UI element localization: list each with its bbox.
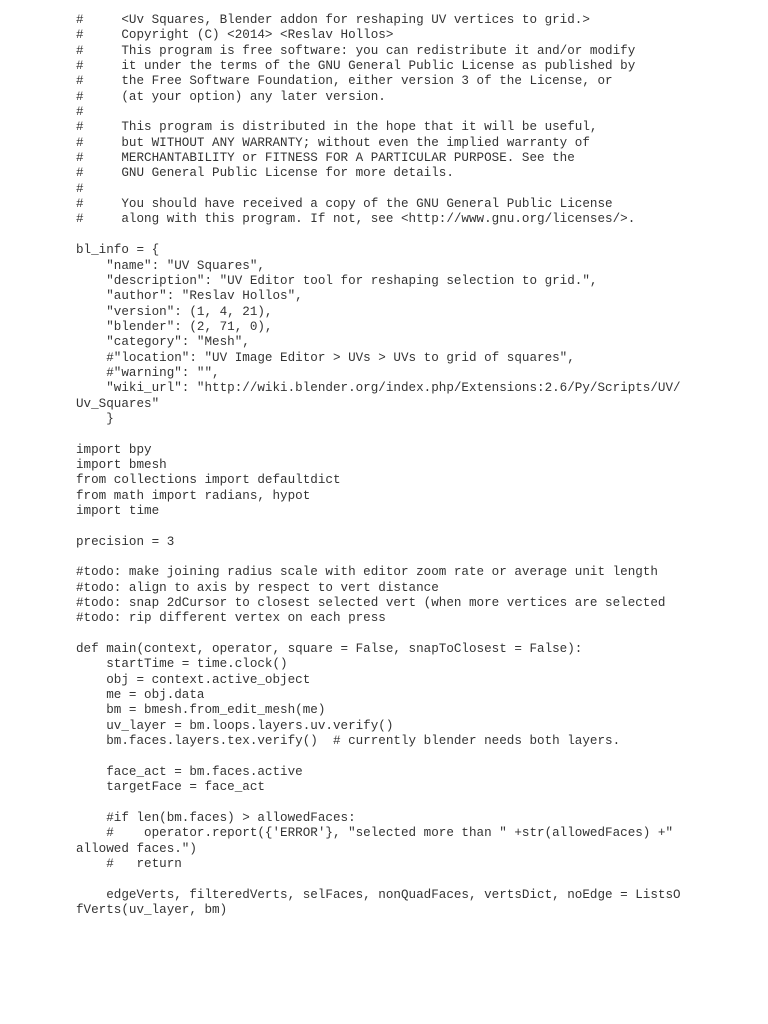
code-line: Uv_Squares"	[76, 396, 160, 411]
code-line: import bpy	[76, 442, 152, 457]
code-block	[76, 13, 716, 918]
code-line: #"warning": "",	[76, 365, 220, 380]
code-line: "version": (1, 4, 21),	[76, 304, 273, 319]
code-line: # along with this program. If not, see <http://www.gnu.org/licenses/>.	[76, 212, 636, 227]
code-line: #todo: snap 2dCursor to closest selected vert (when more vertices are selected	[76, 596, 666, 611]
code-line: # MERCHANTABILITY or FITNESS FOR A PARTICULAR PURPOSE. See the	[76, 151, 575, 166]
code-line: fVerts(uv_layer, bm)	[76, 902, 228, 917]
code-line: # but WITHOUT ANY WARRANTY; without even the implied warranty of	[76, 135, 590, 150]
code-line: from math import radians, hypot	[76, 488, 311, 503]
code-line: bm.faces.layers.tex.verify() # currently blender needs both layers.	[76, 734, 621, 749]
code-line: # (at your option) any later version.	[76, 89, 386, 104]
code-line: #if len(bm.faces) > allowedFaces:	[76, 810, 356, 825]
code-line	[76, 228, 716, 243]
code-line: #todo: rip different vertex on each press	[76, 611, 386, 626]
code-line: import time	[76, 504, 160, 518]
code-line: "blender": (2, 71, 0),	[76, 319, 273, 334]
code-line: #	[76, 105, 84, 120]
code-line: "wiki_url": "http://wiki.blender.org/index.php/Extensions:2.6/Py/Scripts/UV/	[76, 381, 681, 396]
code-line: # Copyright (C) <2014> <Reslav Hollos>	[76, 28, 394, 43]
code-line: def main(context, operator, square = False, snapToClosest = False):	[76, 642, 583, 657]
code-line: "category": "Mesh",	[76, 335, 250, 350]
code-line: bm = bmesh.from_edit_mesh(me)	[76, 703, 326, 718]
code-line: startTime = time.clock()	[76, 657, 288, 672]
code-line: # <Uv Squares, Blender addon for reshaping UV vertices to grid.>	[76, 13, 590, 27]
code-line: # GNU General Public License for more details.	[76, 166, 454, 181]
code-line: # This program is distributed in the hope that it will be useful,	[76, 120, 598, 135]
code-line	[76, 427, 716, 442]
code-line	[76, 550, 716, 565]
code-line: # You should have received a copy of the GNU General Public License	[76, 197, 613, 212]
code-line	[76, 750, 716, 765]
code-line: bl_info = {	[76, 243, 160, 258]
code-line: # the Free Software Foundation, either version 3 of the License, or	[76, 74, 613, 89]
code-line: precision = 3	[76, 534, 175, 549]
code-line: "description": "UV Editor tool for reshaping selection to grid.",	[76, 273, 598, 288]
code-line: # return	[76, 856, 182, 871]
code-line: face_act = bm.faces.active	[76, 764, 303, 779]
code-line: # operator.report({'ERROR'}, "selected more than " +str(allowedFaces) +"	[76, 826, 674, 841]
code-line: }	[76, 411, 114, 426]
code-line: import bmesh	[76, 457, 167, 472]
code-line: "author": "Reslav Hollos",	[76, 289, 303, 304]
code-line: #todo: align to axis by respect to vert distance	[76, 580, 439, 595]
code-line: allowed faces.")	[76, 841, 197, 856]
code-line: edgeVerts, filteredVerts, selFaces, nonQuadFaces, vertsDict, noEdge = ListsO	[76, 887, 681, 902]
code-line	[76, 872, 716, 887]
code-line	[76, 627, 716, 642]
code-line: # it under the terms of the GNU General Public License as published by	[76, 59, 636, 74]
code-line: from collections import defaultdict	[76, 473, 341, 488]
code-line	[76, 796, 716, 811]
code-line: #	[76, 181, 84, 196]
code-line: me = obj.data	[76, 688, 205, 703]
code-line: obj = context.active_object	[76, 672, 311, 687]
code-line: targetFace = face_act	[76, 780, 265, 795]
code-line: # This program is free software: you can redistribute it and/or modify	[76, 43, 636, 58]
code-line: "name": "UV Squares",	[76, 258, 265, 273]
code-line	[76, 519, 716, 534]
code-line: #"location": "UV Image Editor > UVs > UVs to grid of squares",	[76, 350, 575, 365]
code-line: uv_layer = bm.loops.layers.uv.verify()	[76, 718, 394, 733]
code-line: #todo: make joining radius scale with editor zoom rate or average unit length	[76, 565, 658, 580]
